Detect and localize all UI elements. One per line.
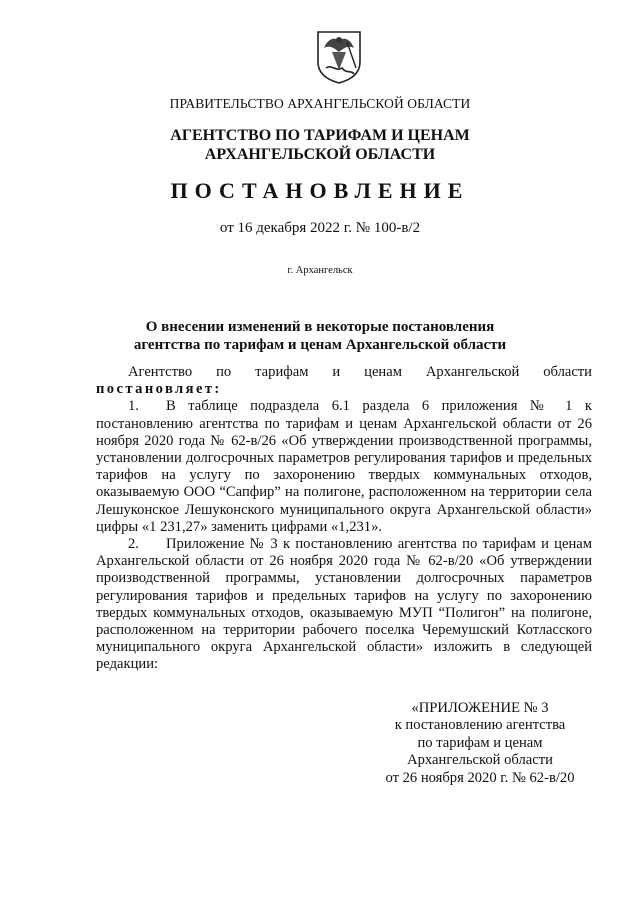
resolves-word: постановляет: (96, 381, 222, 398)
decree-date-number: от 16 декабря 2022 г. № 100-в/2 (219, 220, 421, 236)
item-1-number: 1. (128, 398, 139, 415)
item-1-text: В таблице подраздела 6.1 раздела 6 приложения № 1 к постановлению агентства по тарифам и ценам Архангельской области от 26 ноября 2020 года № 62-в/26 «Об утверждении производственной программы, установлении долгосрочных параметров регулирования тарифов и предельных тарифов на услугу по захоронению твердых коммунальных отходов, оказываемую ООО “Сапфир” на полигоне, расположенном на территории села Лешуконское Лешуконского муниципального округа Архангельской области» цифры «1 231,27» заменить цифрами «1,231». (96, 398, 592, 535)
annex-line4: Архангельской области (407, 752, 553, 769)
agency-title-line1: АГЕНТСТВО ПО ТАРИФАМ И ЦЕНАМ (170, 127, 470, 144)
item-2-text: Приложение № 3 к постановлению агентства по тарифам и ценам Архангельской области от 26 ноября 2020 года № 62-в/20 «Об утверждении производственной программы, установлении долгосрочных параметров регулирования тарифов и предельных тарифов на услугу по захоронению твердых коммунальных отходов, оказываемую МУП “Полигон” на полигоне, расположенном на территории рабочего поселка Черемушский Котласского муниципального округа Архангельской области» изложить в следующей редакции: (96, 536, 592, 673)
annex-header (360, 700, 600, 787)
decree-subject-line2: агентства по тарифам и ценам Архангельской области (133, 337, 507, 353)
item-2-number: 2. (128, 536, 139, 553)
document-type-heading: ПОСТАНОВЛЕНИЕ (170, 178, 470, 203)
annex-line2: к постановлению агентства (394, 717, 566, 734)
decree-subject-line1: О внесении изменений в некоторые постановления (145, 319, 495, 335)
government-title: ПРАВИТЕЛЬСТВО АРХАНГЕЛЬСКОЙ ОБЛАСТИ (169, 96, 471, 111)
decree-body (96, 364, 592, 674)
annex-line1: «ПРИЛОЖЕНИЕ № 3 (411, 700, 549, 716)
agency-title (0, 126, 640, 164)
agency-title-line2: АРХАНГЕЛЬСКОЙ ОБЛАСТИ (204, 146, 436, 163)
decree-subject (0, 318, 640, 354)
issue-city: г. Архангельск (287, 265, 353, 276)
decree-item-1 (96, 398, 592, 536)
body-intro: Агентство по тарифам и ценам Архангельской области (128, 364, 592, 380)
annex-line3: по тарифам и ценам (417, 734, 543, 751)
decree-item-2 (96, 536, 592, 674)
annex-line5: от 26 ноября 2020 г. № 62-в/20 (385, 769, 575, 786)
coat-of-arms-icon (314, 28, 364, 84)
body-resolves (96, 381, 592, 398)
